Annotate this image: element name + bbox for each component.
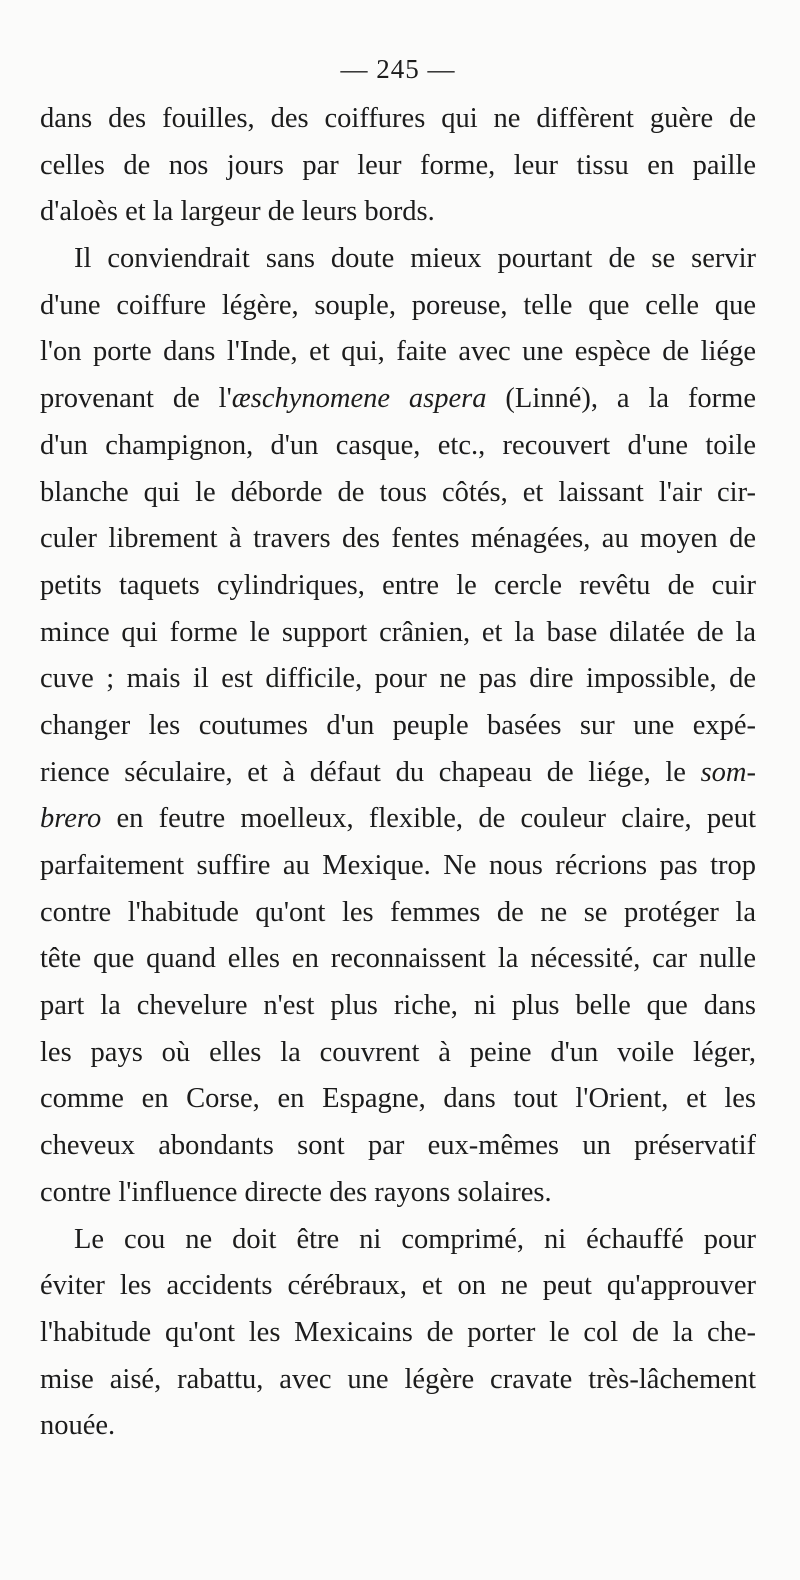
paragraph-1: [40, 96, 756, 236]
text-line: petits taquets cylindriques, entre le cercle revêtu de cuir: [40, 569, 756, 601]
text-line: contre l'influence directe des rayons solaires.: [40, 1176, 552, 1208]
text-line: tête que quand elles en reconnaissent la nécessité, car nulle: [40, 943, 756, 975]
text-line: l'habitude qu'ont les Mexicains de porter le col de la che-: [40, 1316, 756, 1348]
text-line: mince qui forme le support crânien, et la base dilatée de la: [40, 616, 756, 648]
text-line: celles de nos jours par leur forme, leur tissu en paille: [40, 149, 756, 181]
text-line: [40, 750, 756, 797]
italic-term: som-: [700, 756, 756, 788]
text-fragment: (Linné), a la forme: [486, 383, 756, 415]
text-line: d'aloès et la largeur de leurs bords.: [40, 196, 435, 228]
text-line: parfaitement suffire au Mexique. Ne nous récrions pas trop: [40, 850, 756, 881]
text-fragment: en feutre moelleux, flexible, de couleur claire, peut: [101, 803, 756, 835]
italic-term: æschynomene aspera: [231, 383, 487, 415]
page-number: — 245 —: [340, 54, 456, 84]
text-line: blanche qui le déborde de tous côtés, et laissant l'air cir-: [40, 476, 756, 508]
paragraph-2: [40, 236, 756, 1216]
text-line: dans des fouilles, des coiffures qui ne diffèrent guère de: [40, 103, 756, 134]
text-line: l'on porte dans l'Inde, et qui, faite avec une espèce de liége: [40, 336, 756, 368]
italic-term: brero: [40, 803, 102, 835]
text-line: culer librement à travers des fentes ménagées, au moyen de: [40, 523, 756, 555]
text-line: d'un champignon, d'un casque, etc., recouvert d'une toile: [40, 429, 756, 461]
text-line: [40, 796, 756, 843]
text-line: Il conviendrait sans doute mieux pourtant de se servir: [74, 243, 756, 275]
text-line: éviter les accidents cérébraux, et on ne peut qu'approuver: [40, 1270, 756, 1302]
text-line: nouée.: [40, 1410, 116, 1442]
text-line: changer les coutumes d'un peuple basées sur une expé-: [40, 709, 756, 741]
text-line: cuve ; mais il est difficile, pour ne pas dire impossible, de: [40, 663, 756, 695]
text-line: les pays où elles la couvrent à peine d'un voile léger,: [40, 1036, 756, 1068]
text-line: comme en Corse, en Espagne, dans tout l'Orient, et les: [40, 1083, 756, 1115]
text-line: [40, 376, 756, 423]
text-fragment: provenant de l': [40, 383, 232, 415]
text-line: cheveux abondants sont par eux-mêmes un préservatif: [40, 1130, 756, 1162]
text-line: mise aisé, rabattu, avec une légère cravate très-lâchement: [40, 1363, 756, 1395]
paragraph-3: [40, 1217, 756, 1450]
text-line: Le cou ne doit être ni comprimé, ni échauffé pour: [74, 1223, 756, 1255]
text-fragment: rience séculaire, et à défaut du chapeau de liége, le: [40, 756, 701, 788]
text-line: part la chevelure n'est plus riche, ni plus belle que dans: [40, 990, 756, 1022]
text-line: contre l'habitude qu'ont les femmes de ne se protéger la: [40, 896, 756, 928]
text-line: d'une coiffure légère, souple, poreuse, telle que celle que: [40, 289, 756, 321]
